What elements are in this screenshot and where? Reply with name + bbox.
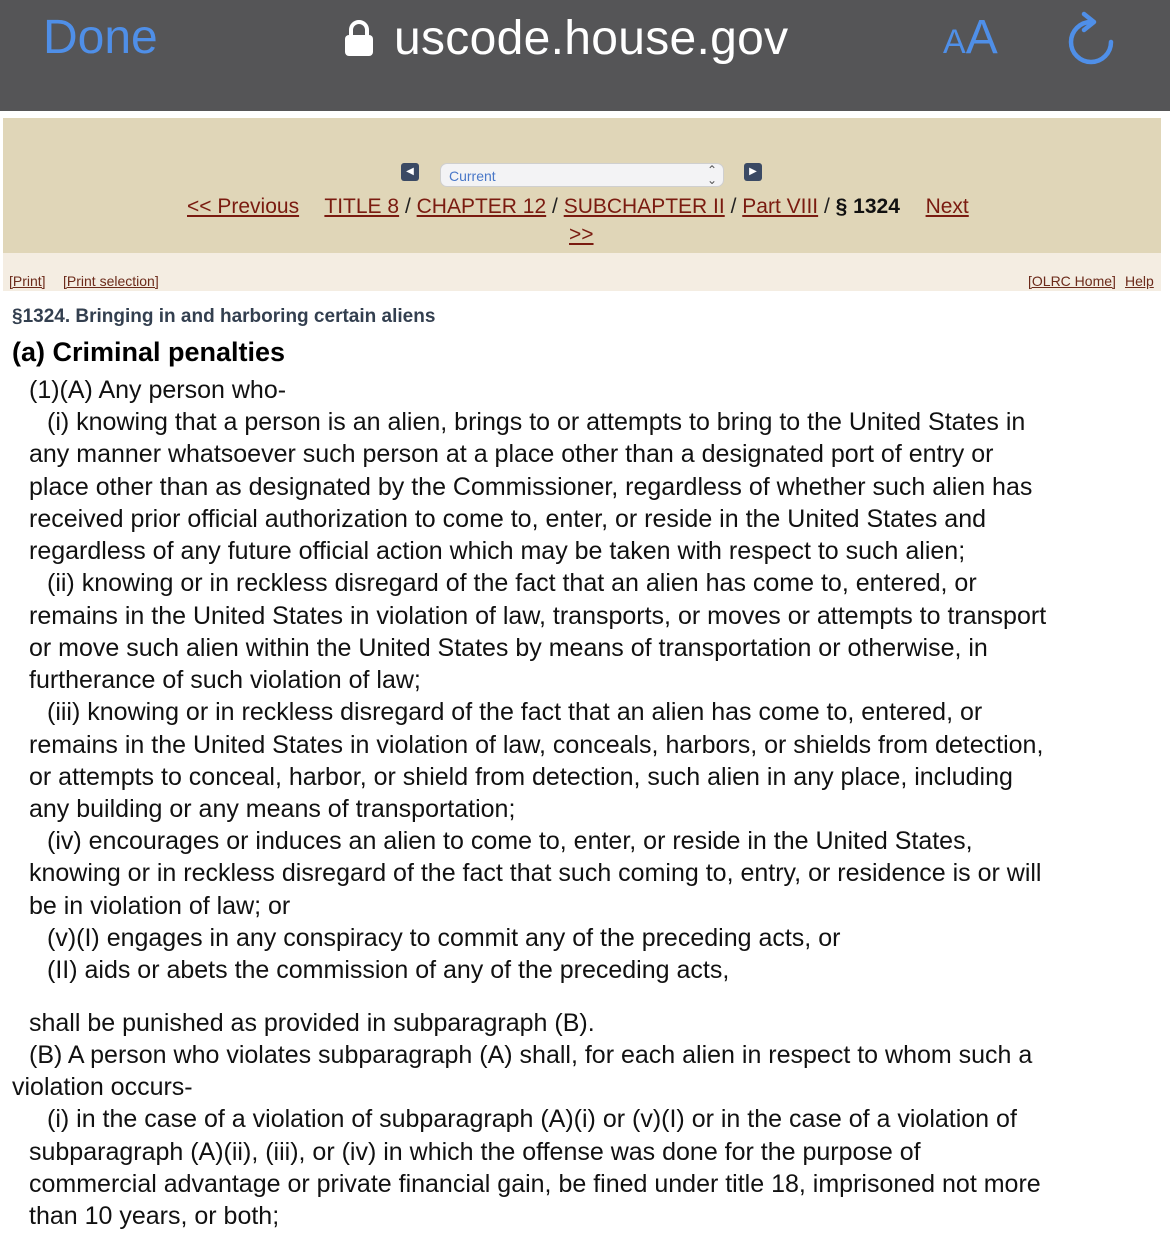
text-line: (1)(A) Any person who- <box>29 376 287 404</box>
browser-toolbar <box>0 0 1170 111</box>
text-line: (iii) knowing or in reckless disregard of the fact that an alien has come to, entered, or <box>47 698 983 726</box>
text-line: any building or any means of transportation; <box>29 795 516 823</box>
breadcrumb-separator: / <box>730 195 737 218</box>
text-line: regardless of any future official action which may be taken with respect to such alien; <box>29 537 966 565</box>
text-line: furtherance of such violation of law; <box>29 666 421 694</box>
current-section: § 1324 <box>835 195 900 218</box>
breadcrumb-part[interactable]: Part VIII <box>742 195 819 218</box>
breadcrumb-separator: / <box>404 195 411 218</box>
address-bar[interactable] <box>344 8 788 68</box>
breadcrumb-title[interactable]: TITLE 8 <box>324 195 400 218</box>
text-line: remains in the United States in violation of law, transports, or moves or attempts to transport <box>29 602 1047 630</box>
next-section-icon[interactable]: ▶ <box>744 163 762 181</box>
text-line: (B) A person who violates subparagraph (A) shall, for each alien in respect to whom such a <box>29 1041 1033 1069</box>
print-selection-link[interactable]: [Print selection] <box>63 273 159 289</box>
breadcrumb-chapter[interactable]: CHAPTER 12 <box>416 195 547 218</box>
text-line: subparagraph (A)(ii), (iii), or (iv) in which the offense was done for the purpose of <box>29 1138 921 1166</box>
text-line: received prior official authorization to come to, enter, or reside in the United States and <box>29 505 987 533</box>
text-line: any manner whatsoever such person at a place other than a designated port of entry or <box>29 440 994 468</box>
text-line: commercial advantage or private financial gain, be fined under title 18, imprisoned not more <box>29 1170 1041 1198</box>
text-line: (iv) encourages or induces an alien to come to, enter, or reside in the United States, <box>47 827 973 855</box>
previous-section-icon[interactable]: ◀ <box>401 163 419 181</box>
chevron-updown-icon: ⌃ ⌄ <box>706 163 717 187</box>
text-line: knowing or in reckless disregard of the fact that such coming to, entry, or residence is or will <box>29 859 1042 887</box>
done-button[interactable]: Done <box>43 11 158 64</box>
text-line: (i) in the case of a violation of subparagraph (A)(i) or (v)(I) or in the case of a violation of <box>47 1105 1017 1133</box>
text-line: than 10 years, or both; <box>29 1202 280 1230</box>
text-line: remains in the United States in violation of law, conceals, harbors, or shields from detection, <box>29 731 1044 759</box>
text-size-small-label: A <box>943 23 966 61</box>
previous-link[interactable]: << Previous <box>187 195 300 218</box>
text-line: or move such alien within the United States by means of transportation or otherwise, in <box>29 634 988 662</box>
text-line: (ii) knowing or in reckless disregard of the fact that an alien has come to, entered, or <box>47 569 977 597</box>
text-line: or attempts to conceal, harbor, or shield from detection, such alien in any place, including <box>29 763 1013 791</box>
next-link[interactable]: Next <box>925 195 969 218</box>
section-title: §1324. Bringing in and harboring certain aliens <box>12 306 436 327</box>
navigation-panel <box>3 118 1161 253</box>
olrc-home-link[interactable]: [OLRC Home] <box>1028 273 1116 289</box>
subsection-heading: (a) Criminal penalties <box>12 337 286 367</box>
breadcrumb-subchapter[interactable]: SUBCHAPTER II <box>563 195 725 218</box>
text-line: (v)(I) engages in any conspiracy to commit any of the preceding acts, or <box>47 924 841 952</box>
breadcrumb-separator: / <box>552 195 558 218</box>
breadcrumb-separator: / <box>823 195 830 218</box>
text-line: (II) aids or abets the commission of any of the preceding acts, <box>47 956 730 984</box>
reload-icon[interactable] <box>1064 10 1118 68</box>
text-line: be in violation of law; or <box>29 892 291 920</box>
next-link-arrows[interactable]: >> <box>569 223 594 246</box>
lock-icon <box>344 20 374 56</box>
text-line: shall be punished as provided in subparagraph (B). <box>29 1009 595 1037</box>
text-size-button[interactable] <box>943 8 998 79</box>
help-link[interactable]: Help <box>1125 273 1154 289</box>
text-line: place other than as designated by the Commissioner, regardless of whether such alien has <box>29 473 1033 501</box>
version-select[interactable] <box>440 163 724 187</box>
text-line: (i) knowing that a person is an alien, brings to or attempts to bring to the United States in <box>47 408 1026 436</box>
breadcrumb <box>187 195 969 219</box>
text-line: violation occurs- <box>12 1073 193 1101</box>
print-toolbar <box>3 253 1161 291</box>
text-size-big-label: A <box>965 11 998 64</box>
version-select-value: Current <box>449 168 496 184</box>
print-link[interactable]: [Print] <box>9 273 46 289</box>
url-text: uscode.house.gov <box>394 11 789 65</box>
